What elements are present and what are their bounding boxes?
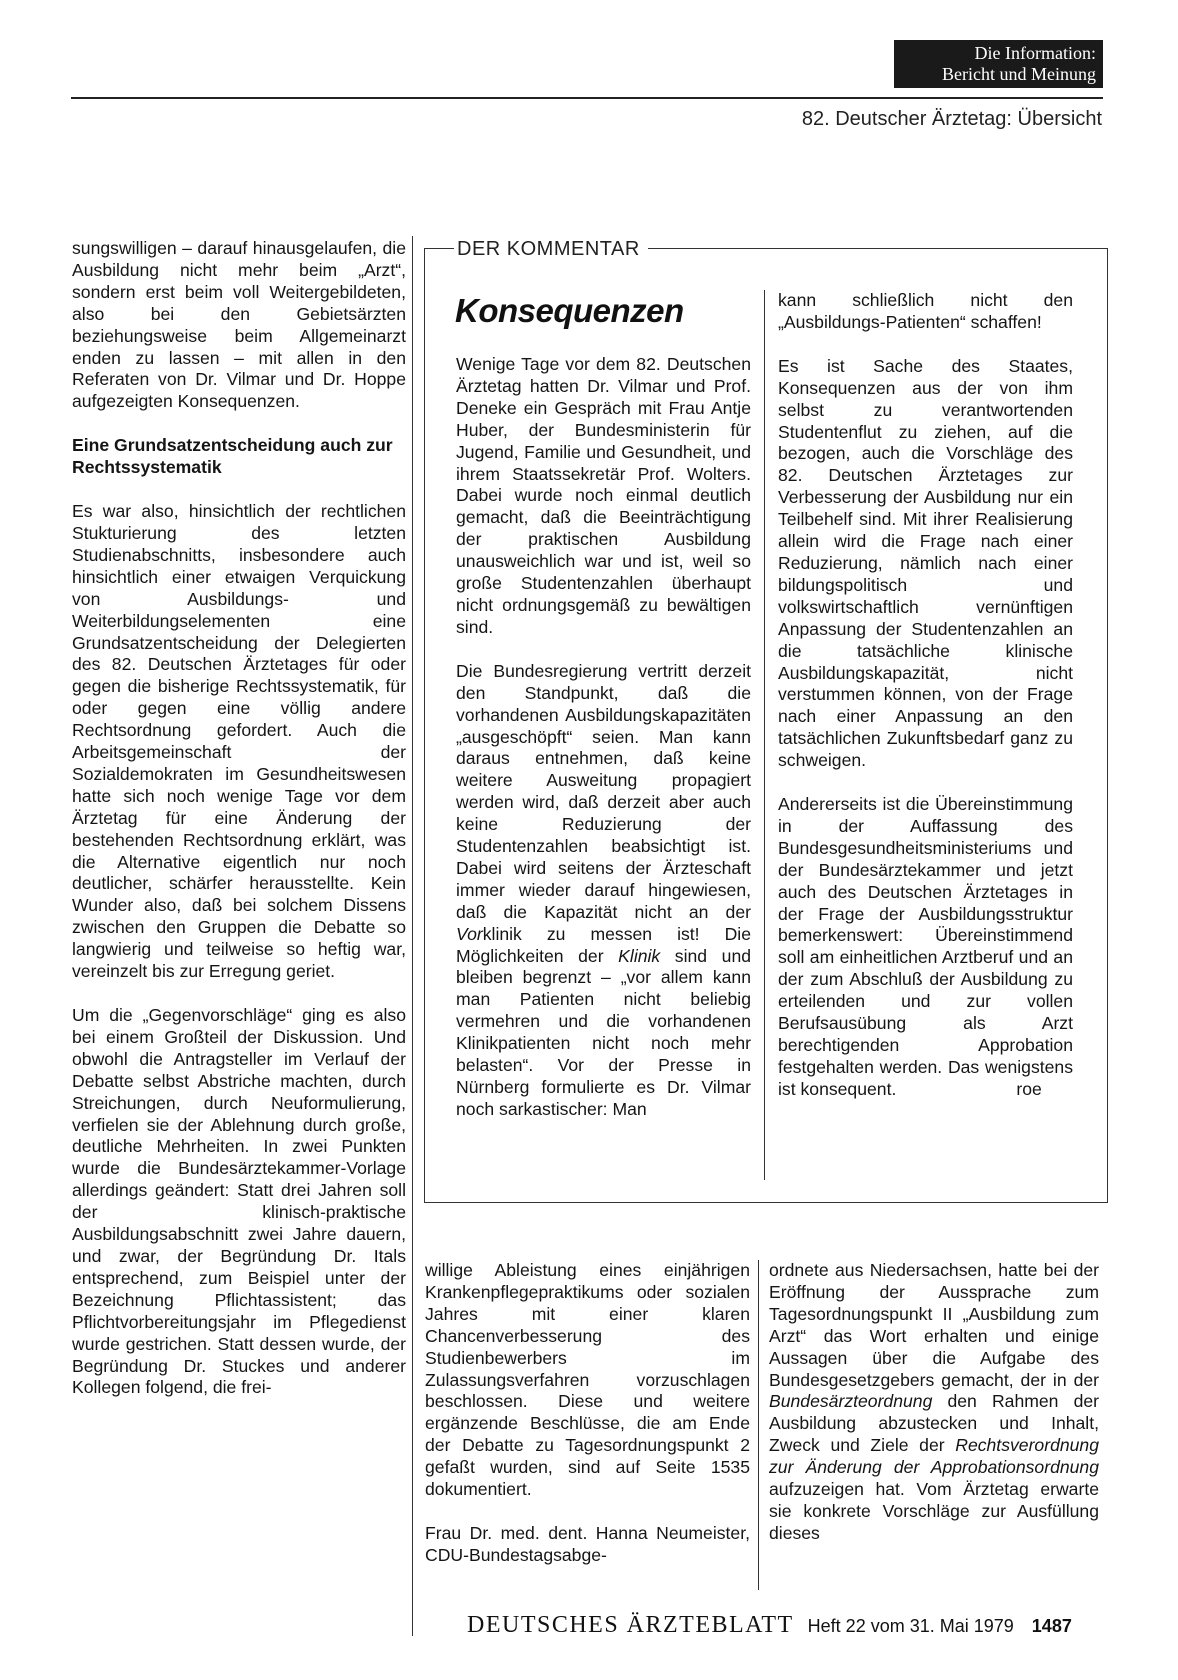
kommentar-column-2	[778, 290, 1073, 1101]
badge-line-1: Die Information:	[974, 43, 1096, 63]
kommentar-label: DER KOMMENTAR	[457, 238, 640, 260]
page-number: 1487	[1031, 1616, 1072, 1636]
paragraph: Es ist Sache des Staates, Konsequenzen aus der von ihm selbst zu verantwortenden Studentenflut zu ziehen, auf die bezogen, auch die Vorschläge des 82. Deutschen Ärztetages zur Verbesserung der Ausbildung nur ein Teilbehelf sind. Mit ihrer Realisierung allein wird die Frage nach einer Reduzierung, nämlich nach einer bildungspolitisch und volkswirtschaftlich vernünftigen Anpassung der Studentenzahlen an die tatsächliche klinische Ausbildungskapazität, nicht verstummen können, von der Frage nach einer Anpassung an den tatsächlichen Zukunftsbedarf ganz zu schweigen.	[778, 355, 1073, 771]
column-divider	[758, 1260, 759, 1590]
text-run: klinik zu messen ist! Die Möglichkeiten der	[456, 923, 751, 966]
issue-info: Heft 22 vom 31. Mai 1979	[807, 1616, 1014, 1636]
emphasis: Bundesärzteordnung	[769, 1391, 933, 1412]
section-title: 82. Deutscher Ärztetag: Übersicht	[801, 108, 1102, 130]
kommentar-box-bottom-rule	[424, 1202, 1108, 1203]
emphasis: Klinik	[618, 945, 661, 966]
emphasis: Vor	[456, 923, 483, 944]
kommentar-box-top-rule	[424, 248, 454, 249]
paragraph: Wenige Tage vor dem 82. Deutschen Ärztetag hatten Dr. Vilmar und Prof. Deneke ein Gespräch mit Frau Antje Huber, der Bundesministerin für Jugend, Familie und Gesundheit, und ihrem Staatssekretär Prof. Wolters. Dabei wurde noch einmal deutlich gemacht, daß die Beeinträchtigung der praktischen Ausbildung unausweichlich war und ist, weil so große Studentenzahlen überhaupt nicht ordnungsgemäß zu bewältigen sind.	[456, 354, 751, 637]
kommentar-box-top-rule	[648, 248, 1108, 249]
page-footer	[467, 1612, 1072, 1639]
article-column-3	[425, 1260, 750, 1567]
column-divider	[412, 236, 413, 1636]
article-column-1	[72, 238, 406, 1399]
badge-line-2: Bericht und Meinung	[942, 64, 1096, 84]
kommentar-column-divider	[764, 290, 765, 1180]
text-run: sind und bleiben begrenzt – „vor allem kann man Patienten nicht beliebig vermehren und die vorhandenen Klinikpatienten nicht noch mehr belasten“. Vor der Presse in Nürnberg formulierte es Dr. Vilmar noch sarkastischer: Man	[456, 945, 752, 1119]
paragraph: Frau Dr. med. dent. Hanna Neumeister, CDU-Bundestagsabge-	[425, 1522, 750, 1565]
paragraph: kann schließlich nicht den „Ausbildungs-Patienten“ schaffen!	[778, 290, 1073, 332]
paragraph: willige Ableistung eines einjährigen Krankenpflegepraktikums oder sozialen Jahres mit einer klaren Chancenverbesserung des Studienbewerbers im Zulassungsverfahren vorzuschlagen beschlossen. Diese und weitere ergänzende Beschlüsse, die am Ende der Debatte zu Tagesordnungspunkt 2 gefaßt wurden, sind auf Seite 1535 dokumentiert.	[425, 1260, 750, 1500]
kommentar-column-1	[456, 354, 751, 1121]
emphasis: Rechtsverordnung zur Änderung der Approbationsordnung	[769, 1435, 1099, 1478]
paragraph: Es war also, hinsichtlich der rechtlichen Stukturierung des letzten Studienabschnitts, insbesondere auch hinsichtlich einer etwaigen Verquickung von Ausbildungs- und Weiterbildungselementen eine Grundsatzentscheidung der Delegierten des 82. Deutschen Ärztetages für oder gegen die bisherige Rechtssystematik, für oder gegen eine völlig andere Rechtsordnung gefordert. Auch die Arbeitsgemeinschaft der Sozialdemokraten im Gesundheitswesen hatte sich noch wenige Tage vor dem Ärztetag für eine Änderung der bestehenden Rechtsordnung erklärt, was die Alternative eigentlich nur noch deutlicher, schärfer herausstellte. Kein Wunder also, daß bei solchem Dissens zwischen den Gruppen die Debatte so langwierig und teilweise so heftig war, vereinzelt bis zur Erregung geriet.	[72, 501, 406, 982]
text-run: Die Bundesregierung vertritt derzeit den Standpunkt, daß die vorhandenen Ausbildungskapazitäten „ausgeschöpft“ seien. Man kann daraus entnehmen, daß keine weitere Ausweitung propagiert werden wird, daß derzeit aber auch keine Reduzierung der Studentenzahlen beabsichtigt ist. Dabei wird seitens der Ärzteschaft immer wieder darauf hingewiesen, daß die Kapazität nicht an der	[456, 660, 751, 922]
paragraph: Um die „Gegenvorschläge“ ging es also bei einem Großteil der Diskussion. Und obwohl die Antragsteller im Verlauf der Debatte selbst Abstriche machten, durch Streichungen, durch Neuformulierung, verfielen sie der Ablehnung durch große, deutliche Mehrheiten. In zwei Punkten wurde die Bundesärztekammer-Vorlage allerdings geändert: Statt drei Jahren soll der klinisch-praktische Ausbildungsabschnitt zwei Jahre dauern, und zwar, der Begründung Dr. Itals entsprechend, zum Beispiel unter der Bezeichnung Pflichtassistent; das Pflichtvorbereitungsjahr im Pflegedienst wurde gestrichen. Statt dessen wurde, der Begründung Dr. Stuckes und anderer Kollegen folgend, die frei-	[72, 1005, 406, 1398]
text-run: aufzuzeigen hat. Vom Ärztetag erwarte sie konkrete Vorschläge zur Ausfüllung dieses	[769, 1479, 1099, 1543]
article-column-4	[769, 1260, 1099, 1545]
paragraph	[769, 1260, 1099, 1545]
author-initials: roe	[1016, 1078, 1042, 1099]
header-rule	[71, 97, 1103, 99]
text-run: den Rahmen der Ausbildung abzustecken und Inhalt, Zweck und Ziele der	[769, 1391, 1099, 1456]
kommentar-box-left-rule	[424, 248, 425, 1203]
section-badge	[894, 40, 1103, 88]
kommentar-title: Konsequenzen	[455, 292, 684, 329]
text-run: Andererseits ist die Übereinstimmung in der Auffassung des Bundesgesundheitsministeriums und der Bundesärztekammer und jetzt auch des Deutschen Ärztetages in der Frage der Ausbildungsstruktur bemerkenswert: Übereinstimmend soll am einheitlichen Arztberuf und an der zum Abschluß der Ausbildung zu erteilenden und zur vollen Berufsausübung als Arzt berechtigenden Approbation festgehalten werden. Das wenigstens ist konsequent.	[778, 794, 1073, 1099]
text-run: ordnete aus Niedersachsen, hatte bei der Eröffnung der Aussprache zum Tagesordnungspunkt II „Ausbildung zum Arzt“ das Wort erhalten und einige Aussagen über die Aufgabe des Bundesgesetzgebers gemacht, der in der	[769, 1260, 1099, 1390]
paragraph	[778, 794, 1073, 1101]
kommentar-box-right-rule	[1107, 248, 1108, 1203]
journal-name: DEUTSCHES ÄRZTEBLATT	[467, 1612, 794, 1638]
subheading: Eine Grundsatzentscheidung auch zur Rechtssystematik	[72, 435, 393, 478]
paragraph	[456, 661, 751, 1121]
paragraph: sungswilligen – darauf hinausgelaufen, die Ausbildung nicht mehr beim „Arzt“, sondern erst beim voll Weitergebildeten, also bei den Gebietsärzten beziehungsweise beim Allgemeinarzt enden zu lassen – mit allen in den Referaten von Dr. Vilmar und Dr. Hoppe aufgezeigten Konsequenzen.	[72, 238, 406, 412]
